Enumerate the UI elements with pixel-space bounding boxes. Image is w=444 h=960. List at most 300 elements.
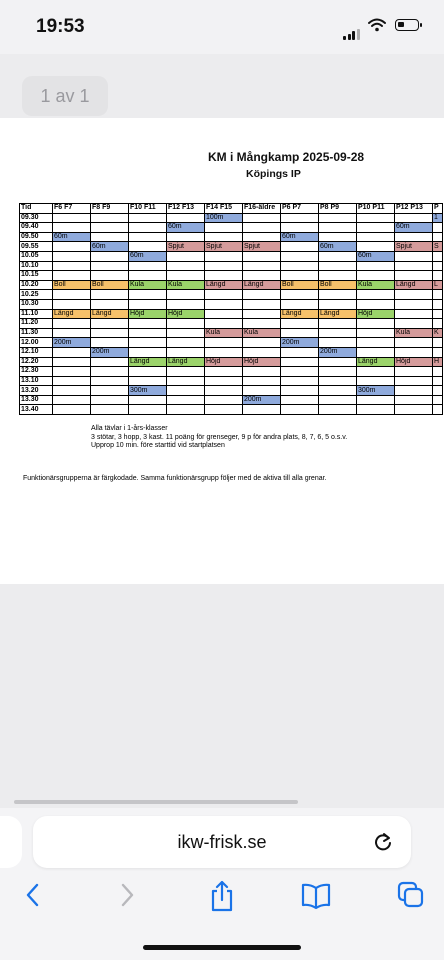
- event-cell: [129, 271, 167, 281]
- table-row: [20, 309, 443, 319]
- event-cell: [281, 319, 319, 329]
- forward-icon[interactable]: [116, 880, 138, 915]
- event-cell: Kula: [129, 280, 167, 290]
- event-cell: [243, 213, 281, 223]
- time-cell: 13.40: [20, 405, 53, 415]
- event-cell: [357, 213, 395, 223]
- event-cell: Boll: [319, 280, 357, 290]
- event-cell: Längd: [129, 357, 167, 367]
- event-cell: [53, 290, 91, 300]
- time-cell: 10.25: [20, 290, 53, 300]
- event-cell: [167, 232, 205, 242]
- table-row: [20, 347, 443, 357]
- event-cell: Kula: [205, 328, 243, 338]
- event-cell: [357, 223, 395, 233]
- event-cell: [433, 319, 443, 329]
- event-cell: [205, 261, 243, 271]
- event-cell: [319, 405, 357, 415]
- note-line: Upprop 10 min. före starttid vid startplatsen: [91, 442, 225, 449]
- table-row: [20, 251, 443, 261]
- horizontal-scrollbar[interactable]: [14, 800, 298, 804]
- time-cell: 13.10: [20, 376, 53, 386]
- event-cell: [167, 328, 205, 338]
- time-cell: 13.30: [20, 395, 53, 405]
- event-cell: [433, 376, 443, 386]
- event-cell: [357, 290, 395, 300]
- event-cell: [281, 386, 319, 396]
- event-cell: [53, 319, 91, 329]
- event-cell: [395, 309, 433, 319]
- event-cell: [243, 271, 281, 281]
- event-cell: [319, 338, 357, 348]
- time-cell: 12.30: [20, 367, 53, 377]
- event-cell: Boll: [281, 280, 319, 290]
- event-cell: [91, 213, 129, 223]
- event-cell: 60m: [281, 232, 319, 242]
- event-cell: 200m: [91, 347, 129, 357]
- event-cell: [357, 328, 395, 338]
- event-cell: S: [433, 242, 443, 252]
- event-cell: [319, 271, 357, 281]
- event-cell: [281, 299, 319, 309]
- event-cell: [167, 271, 205, 281]
- table-header-cell: F16-äldre: [243, 204, 281, 214]
- event-cell: [205, 405, 243, 415]
- event-cell: [53, 347, 91, 357]
- event-cell: [91, 223, 129, 233]
- event-cell: [205, 232, 243, 242]
- event-cell: [319, 290, 357, 300]
- event-cell: [281, 213, 319, 223]
- note-line: 3 stötar, 3 hopp, 3 kast. 11 poäng för grenseger, 9 p för andra plats, 8, 7, 6, 5 o.s.v.: [91, 433, 348, 441]
- event-cell: [167, 367, 205, 377]
- table-header-cell: F12 F13: [167, 204, 205, 214]
- event-cell: [205, 395, 243, 405]
- event-cell: [205, 251, 243, 261]
- time-cell: 09.30: [20, 213, 53, 223]
- event-cell: Höjd: [129, 309, 167, 319]
- tabs-icon[interactable]: [396, 880, 426, 915]
- event-cell: Höjd: [357, 309, 395, 319]
- event-cell: [53, 271, 91, 281]
- event-cell: [53, 386, 91, 396]
- event-cell: Längd: [91, 309, 129, 319]
- status-bar: [0, 0, 444, 54]
- status-time: 19:53: [36, 16, 85, 37]
- event-cell: [281, 405, 319, 415]
- event-cell: [129, 213, 167, 223]
- event-cell: [243, 251, 281, 261]
- time-cell: 10.05: [20, 251, 53, 261]
- event-cell: [357, 405, 395, 415]
- event-cell: [53, 299, 91, 309]
- event-cell: [91, 395, 129, 405]
- event-cell: [243, 376, 281, 386]
- event-cell: [129, 367, 167, 377]
- event-cell: [319, 367, 357, 377]
- event-cell: [243, 232, 281, 242]
- event-cell: [129, 347, 167, 357]
- table-row: [20, 299, 443, 309]
- reload-icon[interactable]: [372, 830, 394, 859]
- event-cell: [319, 328, 357, 338]
- time-cell: 11.20: [20, 319, 53, 329]
- table-row: [20, 213, 443, 223]
- event-cell: [243, 319, 281, 329]
- event-cell: [395, 251, 433, 261]
- event-cell: [129, 395, 167, 405]
- event-cell: H: [433, 357, 443, 367]
- event-cell: [281, 290, 319, 300]
- event-cell: Höjd: [395, 357, 433, 367]
- event-cell: [433, 347, 443, 357]
- event-cell: [433, 223, 443, 233]
- event-cell: [243, 290, 281, 300]
- event-cell: 300m: [357, 386, 395, 396]
- event-cell: [53, 328, 91, 338]
- event-cell: [53, 376, 91, 386]
- event-cell: [129, 223, 167, 233]
- event-cell: [433, 299, 443, 309]
- event-cell: [91, 376, 129, 386]
- event-cell: [129, 328, 167, 338]
- event-cell: [53, 261, 91, 271]
- event-cell: [433, 309, 443, 319]
- event-cell: [167, 338, 205, 348]
- event-cell: [395, 299, 433, 309]
- event-cell: [91, 251, 129, 261]
- event-cell: [357, 232, 395, 242]
- event-cell: Längd: [281, 309, 319, 319]
- event-cell: [205, 338, 243, 348]
- event-cell: [281, 223, 319, 233]
- home-indicator: [143, 945, 301, 950]
- event-cell: [167, 405, 205, 415]
- bookmarks-icon[interactable]: [300, 880, 332, 915]
- event-cell: [91, 405, 129, 415]
- event-cell: Spjut: [167, 242, 205, 252]
- event-cell: [357, 395, 395, 405]
- event-cell: [243, 367, 281, 377]
- back-icon[interactable]: [22, 880, 44, 915]
- event-cell: [91, 299, 129, 309]
- event-cell: [357, 299, 395, 309]
- event-cell: [243, 386, 281, 396]
- event-cell: [395, 367, 433, 377]
- event-cell: 200m: [319, 347, 357, 357]
- event-cell: [433, 251, 443, 261]
- table-header-cell: Tid: [20, 204, 53, 214]
- event-cell: [53, 357, 91, 367]
- event-cell: [433, 338, 443, 348]
- table-row: [20, 405, 443, 415]
- event-cell: [129, 376, 167, 386]
- document-title: KM i Mångkamp 2025-09-28: [208, 150, 365, 164]
- event-cell: [433, 261, 443, 271]
- event-cell: [167, 290, 205, 300]
- schedule-table: [19, 203, 443, 415]
- table-row: [20, 242, 443, 252]
- event-cell: Längd: [167, 357, 205, 367]
- event-cell: [433, 405, 443, 415]
- table-row: [20, 395, 443, 405]
- event-cell: 200m: [53, 338, 91, 348]
- event-cell: [91, 271, 129, 281]
- event-cell: [357, 347, 395, 357]
- event-cell: [243, 309, 281, 319]
- event-cell: [205, 309, 243, 319]
- table-row: [20, 367, 443, 377]
- event-cell: [205, 223, 243, 233]
- event-cell: [319, 357, 357, 367]
- event-cell: [395, 386, 433, 396]
- event-cell: 300m: [129, 386, 167, 396]
- event-cell: [53, 367, 91, 377]
- share-icon[interactable]: [208, 880, 236, 917]
- time-cell: 10.10: [20, 261, 53, 271]
- event-cell: 200m: [281, 338, 319, 348]
- event-cell: [433, 395, 443, 405]
- event-cell: [91, 357, 129, 367]
- time-cell: 09.55: [20, 242, 53, 252]
- event-cell: [53, 213, 91, 223]
- event-cell: [205, 271, 243, 281]
- table-row: [20, 328, 443, 338]
- event-cell: [91, 367, 129, 377]
- signal-icon: [343, 22, 361, 40]
- event-cell: 60m: [395, 223, 433, 233]
- event-cell: [53, 242, 91, 252]
- time-cell: 13.20: [20, 386, 53, 396]
- event-cell: [319, 319, 357, 329]
- event-cell: [205, 299, 243, 309]
- event-cell: [395, 405, 433, 415]
- event-cell: [395, 376, 433, 386]
- time-cell: 10.20: [20, 280, 53, 290]
- event-cell: [167, 213, 205, 223]
- event-cell: [243, 405, 281, 415]
- event-cell: [319, 213, 357, 223]
- event-cell: [91, 232, 129, 242]
- table-row: [20, 261, 443, 271]
- event-cell: Höjd: [167, 309, 205, 319]
- table-header-cell: P12 P13: [395, 204, 433, 214]
- event-cell: 100m: [205, 213, 243, 223]
- event-cell: Höjd: [205, 357, 243, 367]
- event-cell: 60m: [357, 251, 395, 261]
- table-header-row: [20, 204, 443, 214]
- event-cell: [129, 290, 167, 300]
- event-cell: [357, 271, 395, 281]
- footnote: Funktionärsgrupperna är färgkodade. Samma funktionärsgrupp följer med de aktiva till alla grenar.: [23, 475, 327, 482]
- table-header-cell: F10 F11: [129, 204, 167, 214]
- event-cell: Längd: [53, 309, 91, 319]
- table-row: [20, 319, 443, 329]
- event-cell: [319, 261, 357, 271]
- event-cell: [167, 299, 205, 309]
- event-cell: [357, 376, 395, 386]
- table-row: [20, 357, 443, 367]
- event-cell: 60m: [129, 251, 167, 261]
- event-cell: [433, 290, 443, 300]
- event-cell: [129, 338, 167, 348]
- event-cell: [319, 386, 357, 396]
- table-row: [20, 223, 443, 233]
- previous-tab-peek[interactable]: [0, 816, 22, 868]
- battery-icon: [395, 19, 419, 31]
- table-row: [20, 271, 443, 281]
- time-cell: 11.10: [20, 309, 53, 319]
- time-cell: 12.00: [20, 338, 53, 348]
- event-cell: [319, 376, 357, 386]
- event-cell: [129, 261, 167, 271]
- event-cell: 60m: [167, 223, 205, 233]
- table-header-cell: F8 F9: [91, 204, 129, 214]
- table-row: [20, 338, 443, 348]
- event-cell: Kula: [243, 328, 281, 338]
- time-cell: 10.30: [20, 299, 53, 309]
- event-cell: 60m: [91, 242, 129, 252]
- event-cell: L: [433, 280, 443, 290]
- event-cell: [91, 290, 129, 300]
- event-cell: Längd: [357, 357, 395, 367]
- event-cell: Kula: [167, 280, 205, 290]
- event-cell: [433, 271, 443, 281]
- event-cell: 200m: [243, 395, 281, 405]
- table-row: [20, 280, 443, 290]
- event-cell: [91, 386, 129, 396]
- event-cell: [167, 251, 205, 261]
- event-cell: [243, 347, 281, 357]
- event-cell: [281, 367, 319, 377]
- event-cell: [281, 242, 319, 252]
- event-cell: [129, 232, 167, 242]
- event-cell: Längd: [205, 280, 243, 290]
- time-cell: 09.50: [20, 232, 53, 242]
- pdf-page[interactable]: [0, 118, 444, 584]
- event-cell: Spjut: [395, 242, 433, 252]
- event-cell: Längd: [395, 280, 433, 290]
- document-subtitle: Köpings IP: [246, 168, 301, 180]
- table-header-cell: P6 P7: [281, 204, 319, 214]
- time-cell: 09.40: [20, 223, 53, 233]
- event-cell: [243, 261, 281, 271]
- event-cell: [395, 271, 433, 281]
- event-cell: [91, 319, 129, 329]
- event-cell: [167, 347, 205, 357]
- event-cell: Kula: [357, 280, 395, 290]
- table-row: [20, 232, 443, 242]
- event-cell: [395, 261, 433, 271]
- event-cell: 1: [433, 213, 443, 223]
- event-cell: [319, 299, 357, 309]
- event-cell: Höjd: [243, 357, 281, 367]
- event-cell: Spjut: [205, 242, 243, 252]
- event-cell: [167, 319, 205, 329]
- event-cell: [433, 232, 443, 242]
- event-cell: [395, 395, 433, 405]
- wifi-icon: [368, 18, 386, 37]
- event-cell: Boll: [53, 280, 91, 290]
- event-cell: [395, 319, 433, 329]
- table-header-cell: P10 P11: [357, 204, 395, 214]
- event-cell: [129, 242, 167, 252]
- event-cell: 60m: [319, 242, 357, 252]
- time-cell: 12.20: [20, 357, 53, 367]
- table-header-cell: P8 P9: [319, 204, 357, 214]
- event-cell: [205, 386, 243, 396]
- event-cell: [91, 338, 129, 348]
- event-cell: [319, 395, 357, 405]
- table-header-cell: F14 F15: [205, 204, 243, 214]
- event-cell: [129, 299, 167, 309]
- event-cell: [53, 405, 91, 415]
- event-cell: [91, 261, 129, 271]
- event-cell: [91, 328, 129, 338]
- notes: [91, 425, 347, 451]
- event-cell: [281, 251, 319, 261]
- time-cell: 10.15: [20, 271, 53, 281]
- event-cell: [357, 261, 395, 271]
- event-cell: [281, 261, 319, 271]
- event-cell: [395, 338, 433, 348]
- event-cell: [281, 328, 319, 338]
- page-indicator: 1 av 1: [22, 76, 108, 116]
- event-cell: [433, 367, 443, 377]
- event-cell: [395, 347, 433, 357]
- table-row: [20, 386, 443, 396]
- event-cell: 60m: [53, 232, 91, 242]
- note-line: Alla tävlar i 1-års-klasser: [91, 425, 168, 432]
- event-cell: [167, 376, 205, 386]
- event-cell: [395, 290, 433, 300]
- event-cell: Boll: [91, 280, 129, 290]
- event-cell: [357, 319, 395, 329]
- event-cell: [53, 395, 91, 405]
- event-cell: Kula: [395, 328, 433, 338]
- event-cell: [205, 376, 243, 386]
- address-bar[interactable]: [33, 816, 411, 868]
- event-cell: [53, 251, 91, 261]
- event-cell: [319, 232, 357, 242]
- event-cell: [357, 338, 395, 348]
- event-cell: [357, 367, 395, 377]
- event-cell: [243, 338, 281, 348]
- table-row: [20, 290, 443, 300]
- event-cell: Längd: [319, 309, 357, 319]
- event-cell: [395, 213, 433, 223]
- event-cell: [281, 395, 319, 405]
- event-cell: [243, 299, 281, 309]
- event-cell: [281, 357, 319, 367]
- event-cell: [281, 271, 319, 281]
- event-cell: [167, 395, 205, 405]
- event-cell: [167, 386, 205, 396]
- event-cell: [243, 223, 281, 233]
- table-row: [20, 376, 443, 386]
- event-cell: [357, 242, 395, 252]
- event-cell: [205, 319, 243, 329]
- event-cell: [167, 261, 205, 271]
- event-cell: [281, 376, 319, 386]
- event-cell: [129, 319, 167, 329]
- event-cell: [281, 347, 319, 357]
- time-cell: 12.10: [20, 347, 53, 357]
- url-text: ikw-frisk.se: [177, 832, 267, 852]
- event-cell: [433, 386, 443, 396]
- table-header-cell: P: [433, 204, 443, 214]
- event-cell: Längd: [243, 280, 281, 290]
